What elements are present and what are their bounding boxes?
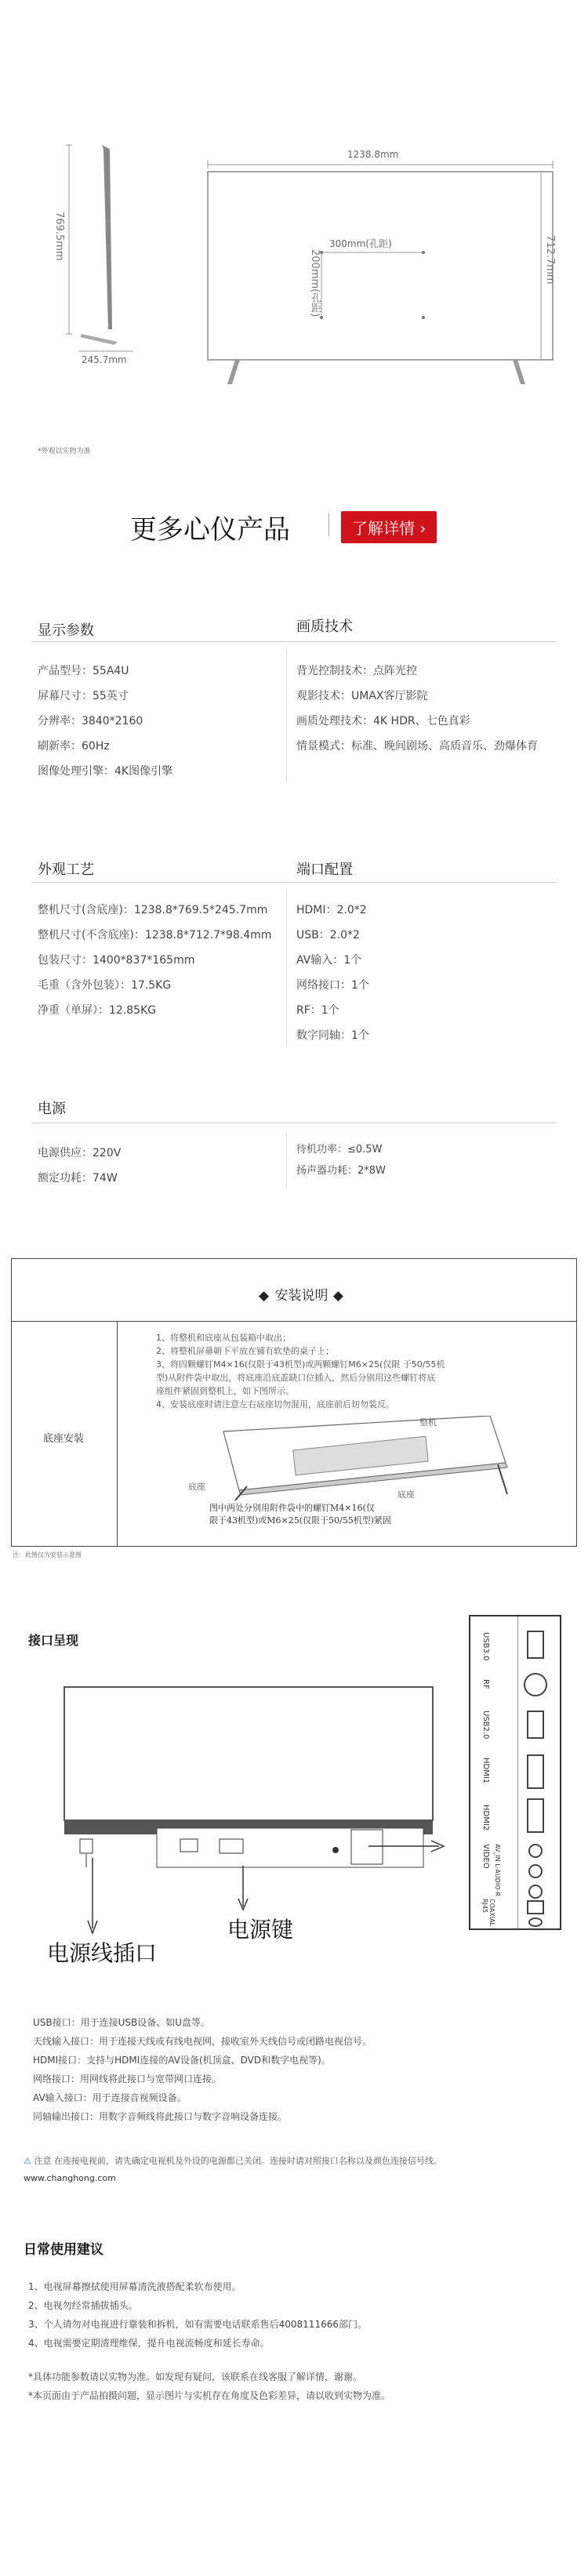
width-label: 1238.8mm	[347, 149, 399, 160]
divider	[328, 513, 329, 536]
depth-label: 245.7mm	[82, 354, 127, 365]
learn-more-label: 了解详情	[352, 519, 415, 538]
power-key-label: 电源键	[227, 1917, 294, 1943]
port-label-video: VIDEO	[481, 1844, 490, 1869]
caption-line: 图中两处分别用附件袋中的螺钉M4×16(仅	[209, 1503, 375, 1513]
install-step: 座组件紧固到整机上，如下图所示。	[156, 1386, 294, 1396]
install-header: ◆ 安装说明 ◆	[259, 1288, 344, 1304]
spec-row: 净重（单屏）：12.85KG	[38, 1004, 157, 1017]
interface-desc: 网络接口：用网线将此接口与宽带网口连接。	[33, 2073, 222, 2084]
power-spec-title: 电源	[38, 1101, 66, 1117]
divider	[286, 649, 287, 782]
hole-height-label: 200mm(孔距)	[309, 249, 321, 317]
website-link[interactable]: www.changhong.com	[24, 2173, 116, 2183]
usb-port-icon	[527, 1711, 544, 1739]
dimension-footnote: *外观以实物为准	[38, 448, 91, 455]
spec-row: 扬声器功耗：2*8W	[296, 1165, 386, 1177]
spec-row: 包装尺寸：1400*837*165mm	[38, 954, 195, 967]
install-step: 1、将整机和底座从包装箱中取出；	[156, 1333, 291, 1343]
divider	[286, 1133, 287, 1188]
more-products-title: 更多心仪产品	[130, 514, 290, 546]
spec-row: USB：2.0*2	[296, 929, 360, 942]
usage-note: *本页面由于产品拍摄问题，显示图片与实机存在角度及色彩差异，请以收到实物为准。	[28, 2390, 391, 2401]
usage-item: 2、电视勿经常插拔插头。	[28, 2300, 138, 2311]
interface-desc: 天线输入接口：用于连接天线或有线电视网，接收室外天线信号或闭路电视信号。	[33, 2036, 372, 2047]
hdmi-port-icon	[527, 1754, 544, 1789]
interface-desc: AV输入接口：用于连接音视频设备。	[33, 2092, 187, 2103]
spec-row: 网络接口：1个	[296, 979, 369, 992]
port-label-usb2: USB2.0	[481, 1711, 490, 1740]
interface-title: 接口呈现	[28, 1633, 79, 1648]
spec-row: 电源供应：220V	[38, 1147, 122, 1159]
rf-port-icon	[524, 1673, 547, 1696]
install-table	[11, 1258, 577, 1547]
install-footnote: 注：此图仅为安装示意图	[13, 1551, 82, 1558]
notice-text: 注意 在连接电视前，请先确定电视机及外设的电源都已关闭。连接时请对照接口名称以及颜色连接信号线。	[34, 2156, 442, 2166]
spec-row: 刷新率：60Hz	[38, 740, 110, 753]
tv-dimension-drawing	[0, 0, 588, 455]
spec-row: 待机功率：≤0.5W	[296, 1144, 383, 1156]
usage-item: 1、电视屏幕擦拭使用屏幕清洗液搭配柔软布使用。	[28, 2281, 241, 2292]
install-steps	[156, 1331, 445, 1411]
port-label-usb3: USB3.0	[481, 1632, 490, 1661]
port-label-rf: RF	[481, 1679, 490, 1689]
hole-width-label: 300mm(孔距)	[329, 238, 392, 249]
interface-desc: 同轴输出接口：用数字音频线将此接口与数字音响设备连接。	[33, 2111, 288, 2122]
warning-icon: ⚠	[24, 2156, 34, 2166]
install-step: 4、安装底座时请注意左右底座切勿混用，底座前后切勿装反。	[156, 1399, 394, 1410]
av-port-icon	[528, 1885, 543, 1899]
port-panel	[469, 1615, 561, 1930]
spec-row: 屏幕尺寸：55英寸	[38, 690, 129, 702]
power-inlet-arrow	[75, 1858, 232, 1936]
port-label-hdmi1: HDMI1	[481, 1758, 490, 1784]
spec-row: 背光控制技术：点阵光控	[296, 665, 417, 677]
install-row-label: 底座安装	[43, 1433, 85, 1445]
power-inlet-label: 电源线插口	[47, 1940, 158, 1966]
spec-row: 整机尺寸(不含底座)：1238.8*712.7*98.4mm	[38, 929, 272, 942]
coax-port-icon	[528, 1917, 543, 1927]
height-label: 712.7mm	[544, 235, 556, 285]
install-step: 3、将四颗螺钉M4×16(仅限于43机型)或两颗螺钉M6×25(仅限 于50/55机	[156, 1359, 445, 1370]
install-step: 型)从附件袋中取出，将底座沿底盖缺口位插入，然后分别用这些螺钉将底	[156, 1373, 436, 1383]
av-port-icon	[528, 1844, 543, 1858]
picture-spec-title: 画质技术	[296, 619, 353, 635]
spec-row: 分辨率：3840*2160	[38, 715, 143, 727]
interface-descriptions	[33, 2013, 372, 2126]
spec-row: 整机尺寸(含底座)：1238.8*769.5*245.7mm	[38, 904, 268, 916]
label-base-right: 底座	[397, 1489, 415, 1500]
divider	[286, 890, 287, 1047]
install-step: 2、将整机屏幕朝下平放在铺有软垫的桌子上；	[156, 1346, 334, 1356]
spec-row: 数字同轴：1个	[296, 1029, 369, 1042]
spec-row: 图像处理引擎：4K图像引擎	[38, 765, 173, 778]
power-key-arrow	[212, 1866, 274, 1913]
usage-notes	[28, 2367, 390, 2405]
spec-row: 额定功耗：74W	[38, 1172, 118, 1185]
spec-row: 画质处理技术：4K HDR、七色真彩	[296, 715, 470, 727]
spec-row: 情景模式：标准、晚间剧场、高质音乐、劲爆体育	[296, 740, 538, 753]
spec-row: 产品型号：55A4U	[38, 665, 129, 677]
divider	[117, 1322, 118, 1546]
usage-note: *具体功能参数请以实物为准。如发现有疑问，该联系在线客服了解详情，谢谢。	[28, 2371, 363, 2382]
interface-desc: HDMI接口：支持与HDMI连接的AV设备(机顶盒、DVD和数字电视等)。	[33, 2055, 331, 2066]
side-height-label: 769.5mm	[53, 212, 65, 261]
spec-row: HDMI：2.0*2	[296, 904, 367, 916]
caption-line: 限于43机型)或M6×25(仅限于50/55机型)紧固	[209, 1515, 392, 1526]
install-illustration	[192, 1416, 545, 1502]
display-spec-title: 显示参数	[38, 622, 94, 639]
label-machine: 整机	[419, 1417, 437, 1428]
label-base-left: 底座	[188, 1482, 205, 1492]
install-header-row	[12, 1259, 576, 1322]
rj45-port-icon	[527, 1900, 544, 1914]
usb-port-icon	[527, 1631, 544, 1659]
usage-list	[28, 2277, 367, 2353]
usage-item: 3、个人请勿对电视进行靠装和拆机，如有需要电话联系售后4008111666部门。	[28, 2319, 367, 2330]
spec-row: 观影技术：UMAX客厅影院	[296, 690, 428, 702]
dimension-diagram	[0, 0, 588, 455]
interface-notice	[24, 2154, 442, 2167]
usage-title: 日常使用建议	[24, 2242, 103, 2258]
port-label-av: AV_IN L-AUDIO-R	[494, 1844, 501, 1897]
ports-spec-title: 端口配置	[296, 862, 353, 878]
spec-row: RF：1个	[296, 1004, 339, 1017]
chevron-right-icon: ›	[419, 519, 426, 538]
ports-arrow	[368, 1834, 447, 1858]
spec-row: AV输入：1个	[296, 954, 362, 967]
av-port-icon	[528, 1864, 543, 1878]
spec-row: 毛重（含外包装）：17.5KG	[38, 979, 172, 992]
install-caption	[209, 1502, 391, 1527]
hdmi-port-icon	[527, 1798, 544, 1833]
learn-more-button[interactable]	[341, 511, 437, 543]
port-label-coax: COAXIAL RJ45	[481, 1899, 495, 1926]
port-label-hdmi2: HDMI2	[481, 1805, 490, 1831]
usage-item: 4、电视需要定期清理维保，提升电视流畅度和延长寿命。	[28, 2338, 270, 2349]
interface-desc: USB接口：用于连接USB设备、如U盘等。	[33, 2017, 211, 2028]
appearance-spec-title: 外观工艺	[38, 862, 94, 878]
